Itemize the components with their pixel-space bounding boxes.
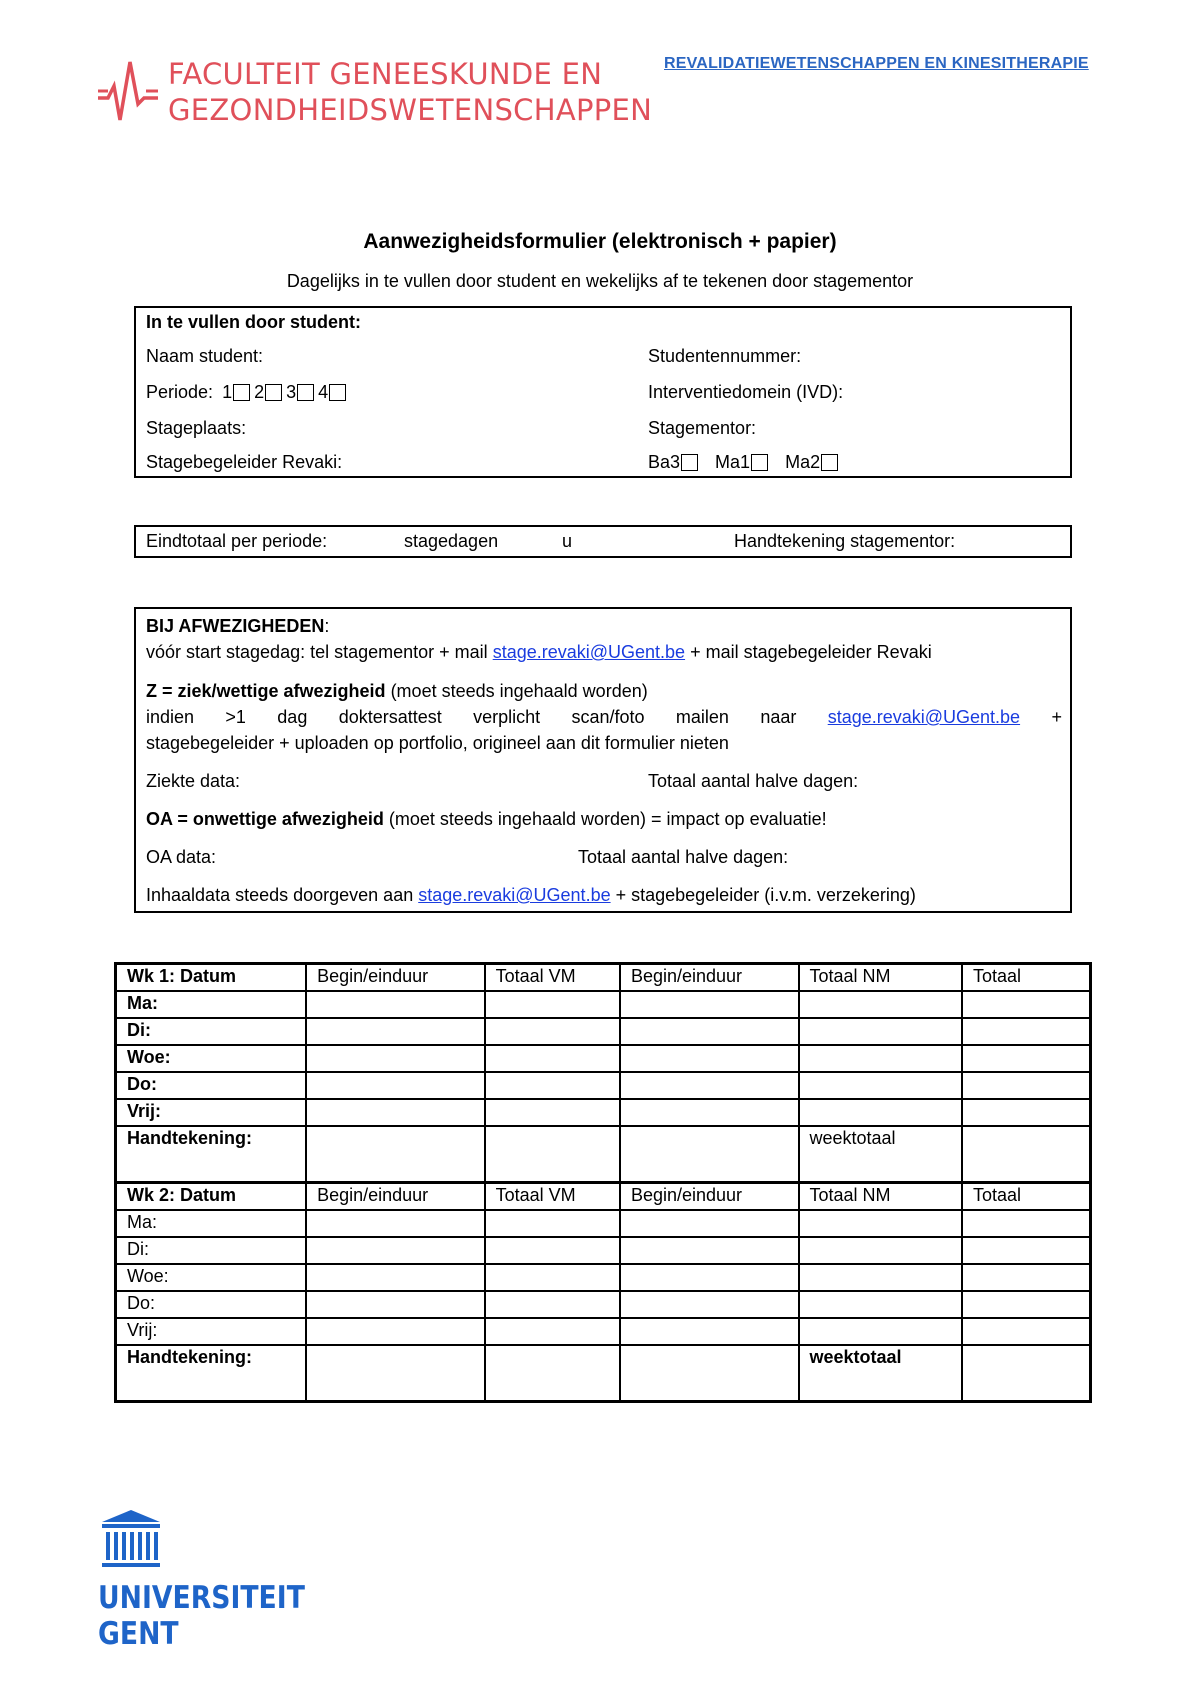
table-cell[interactable] xyxy=(485,1237,620,1264)
email-link[interactable]: stage.revaki@UGent.be xyxy=(492,642,686,662)
period-checkbox-2[interactable] xyxy=(265,384,282,401)
week2-total-header: Totaal xyxy=(962,1183,1091,1210)
day-label: Do: xyxy=(116,1072,307,1099)
place-label: Stageplaats: xyxy=(146,418,247,438)
catchup-line xyxy=(146,885,916,906)
level-option-label-ma2: Ma2 xyxy=(785,452,821,472)
day-label: Ma: xyxy=(116,991,307,1018)
week2-day-row xyxy=(116,1318,1091,1345)
period-option-label-3: 3 xyxy=(286,382,297,402)
faculty-name-line1: FACULTEIT GENEESKUNDE EN xyxy=(168,57,603,91)
table-cell[interactable] xyxy=(620,1345,799,1402)
absence-heading-colon: : xyxy=(324,616,330,636)
period-option-label-4: 4 xyxy=(318,382,329,402)
table-cell[interactable] xyxy=(962,1018,1091,1045)
table-cell[interactable] xyxy=(485,1126,620,1183)
week2-day-row xyxy=(116,1264,1091,1291)
word: dag xyxy=(277,707,308,727)
heartbeat-logo-icon xyxy=(96,58,162,124)
week2-date-header: Wk 2: Datum xyxy=(116,1183,307,1210)
university-name-line2: GENT xyxy=(98,1616,179,1652)
catchup-text: Inhaaldata steeds doorgeven aan xyxy=(146,885,419,905)
week-total-label: weektotaal xyxy=(799,1345,963,1402)
day-label: Di: xyxy=(116,1018,307,1045)
day-label: Woe: xyxy=(116,1045,307,1072)
table-cell[interactable] xyxy=(799,1045,963,1072)
week1-pm-time-header: Begin/einduur xyxy=(620,964,799,991)
table-cell[interactable] xyxy=(485,1099,620,1126)
level-checkbox-ma2[interactable] xyxy=(821,454,838,471)
table-cell[interactable] xyxy=(306,1126,485,1183)
student-info-box xyxy=(134,306,1072,478)
table-cell[interactable] xyxy=(799,1318,963,1345)
absence-heading xyxy=(146,616,329,637)
table-cell[interactable] xyxy=(962,1099,1091,1126)
notify-text-after: + mail stagebegeleider Revaki xyxy=(685,642,932,662)
unlawful-heading-bold: OA = onwettige afwezigheid xyxy=(146,809,384,829)
table-cell[interactable] xyxy=(962,1345,1091,1402)
table-cell[interactable] xyxy=(962,1045,1091,1072)
week2-pm-time-header: Begin/einduur xyxy=(620,1183,799,1210)
table-cell[interactable] xyxy=(799,1072,963,1099)
week2-header-row xyxy=(116,1183,1091,1210)
unlawful-heading-rest: (moet steeds ingehaald worden) = impact op evaluatie! xyxy=(383,809,827,829)
table-cell[interactable] xyxy=(799,1018,963,1045)
word: indien xyxy=(146,707,195,727)
table-cell[interactable] xyxy=(962,1264,1091,1291)
attendance-table xyxy=(114,962,1092,1403)
week1-day-row xyxy=(116,991,1091,1018)
table-cell[interactable] xyxy=(485,1318,620,1345)
table-cell[interactable] xyxy=(485,991,620,1018)
university-name-line1: UNIVERSITEIT xyxy=(98,1580,305,1616)
table-cell[interactable] xyxy=(620,1072,799,1099)
day-label: Ma: xyxy=(116,1210,307,1237)
sick-heading-rest: (moet steeds ingehaald worden) xyxy=(385,681,648,701)
week1-pm-total-header: Totaal NM xyxy=(799,964,963,991)
sick-heading-bold: Z = ziek/wettige afwezigheid xyxy=(146,681,386,701)
table-cell[interactable] xyxy=(962,1318,1091,1345)
student-number-label: Studentennummer: xyxy=(648,346,802,366)
period-checkbox-3[interactable] xyxy=(297,384,314,401)
period-checkbox-1[interactable] xyxy=(233,384,250,401)
week1-signature-row xyxy=(116,1126,1091,1183)
table-cell[interactable] xyxy=(962,1072,1091,1099)
ugent-building-icon xyxy=(98,1508,164,1574)
table-cell[interactable] xyxy=(306,991,485,1018)
day-label: Vrij: xyxy=(116,1099,307,1126)
table-cell[interactable] xyxy=(620,1237,799,1264)
table-cell[interactable] xyxy=(306,1099,485,1126)
table-cell[interactable] xyxy=(620,1018,799,1045)
absence-notify-line xyxy=(146,642,932,663)
table-cell[interactable] xyxy=(485,1345,620,1402)
name-label: Naam student: xyxy=(146,346,264,366)
email-link[interactable]: stage.revaki@UGent.be xyxy=(418,885,611,905)
table-cell[interactable] xyxy=(306,1318,485,1345)
week1-day-row xyxy=(116,1045,1091,1072)
week2-am-total-header: Totaal VM xyxy=(485,1183,620,1210)
word: >1 xyxy=(225,707,246,727)
form-title: Aanwezigheidsformulier (elektronisch + papier) xyxy=(363,230,837,253)
day-label: Woe: xyxy=(116,1264,307,1291)
table-cell[interactable] xyxy=(799,1237,963,1264)
table-cell[interactable] xyxy=(799,1291,963,1318)
level-checkbox-ma1[interactable] xyxy=(751,454,768,471)
word: + xyxy=(1051,707,1062,727)
faculty-name-line2: GEZONDHEIDSWETENSCHAPPEN xyxy=(168,93,653,127)
period-field xyxy=(146,382,350,403)
table-cell[interactable] xyxy=(306,1210,485,1237)
level-option-label-ma1: Ma1 xyxy=(715,452,751,472)
period-option-label-1: 1 xyxy=(222,382,233,402)
sick-instructions-line xyxy=(146,707,1062,728)
table-cell[interactable] xyxy=(620,991,799,1018)
table-cell[interactable] xyxy=(485,1210,620,1237)
day-label: Vrij: xyxy=(116,1318,307,1345)
sick-heading xyxy=(146,681,648,702)
table-cell[interactable] xyxy=(485,1045,620,1072)
word: verplicht xyxy=(473,707,541,727)
week2-day-row xyxy=(116,1210,1091,1237)
table-cell[interactable] xyxy=(799,991,963,1018)
sick-instructions-line-2: stagebegeleider + uploaden op portfolio, origineel aan dit formulier nieten xyxy=(146,733,729,753)
table-cell[interactable] xyxy=(799,1099,963,1126)
table-cell[interactable] xyxy=(306,1018,485,1045)
absence-box xyxy=(134,607,1072,913)
table-cell[interactable] xyxy=(485,1264,620,1291)
table-cell[interactable] xyxy=(485,1291,620,1318)
signature-label: Handtekening: xyxy=(116,1345,307,1402)
email-link[interactable]: stage.revaki@UGent.be xyxy=(827,707,1021,727)
table-cell[interactable] xyxy=(962,1237,1091,1264)
total-box xyxy=(134,525,1072,558)
catchup-text-after: + stagebegeleider (i.v.m. verzekering) xyxy=(610,885,916,905)
word: naar xyxy=(760,707,797,727)
week-total-label: weektotaal xyxy=(799,1126,963,1183)
signature-label: Handtekening: xyxy=(116,1126,307,1183)
week1-am-total-header: Totaal VM xyxy=(485,964,620,991)
table-cell[interactable] xyxy=(306,1264,485,1291)
form-subtitle: Dagelijks in te vullen door student en wekelijks af te tekenen door stagementor xyxy=(286,271,914,291)
week2-am-time-header: Begin/einduur xyxy=(306,1183,485,1210)
table-cell[interactable] xyxy=(306,1045,485,1072)
day-label: Di: xyxy=(116,1237,307,1264)
ugent-logo xyxy=(98,1508,305,1652)
table-cell[interactable] xyxy=(620,1099,799,1126)
week1-day-row xyxy=(116,1072,1091,1099)
table-cell[interactable] xyxy=(306,1345,485,1402)
table-cell[interactable] xyxy=(306,1072,485,1099)
word: doktersattest xyxy=(338,707,442,727)
sick-half-days-label: Totaal aantal halve dagen: xyxy=(648,771,859,791)
week1-day-row xyxy=(116,1099,1091,1126)
table-cell[interactable] xyxy=(620,1291,799,1318)
student-box-heading: In te vullen door student: xyxy=(146,312,361,332)
word: mailen xyxy=(675,707,729,727)
level-option-label-ba3: Ba3 xyxy=(648,452,681,472)
period-option-label-2: 2 xyxy=(254,382,265,402)
table-cell[interactable] xyxy=(485,1018,620,1045)
table-cell[interactable] xyxy=(306,1291,485,1318)
sick-dates-label: Ziekte data: xyxy=(146,771,241,791)
mentor-label: Stagementor: xyxy=(648,418,757,438)
notify-text: vóór start stagedag: tel stagementor + mail xyxy=(146,642,493,662)
table-cell[interactable] xyxy=(799,1264,963,1291)
unlawful-heading xyxy=(146,809,827,830)
week2-signature-row xyxy=(116,1345,1091,1402)
mentor-signature-label: Handtekening stagementor: xyxy=(734,531,956,551)
oa-dates-label: OA data: xyxy=(146,847,217,867)
word: scan/foto xyxy=(571,707,645,727)
supervisor-label: Stagebegeleider Revaki: xyxy=(146,452,343,472)
level-checkbox-ba3[interactable] xyxy=(681,454,698,471)
table-cell[interactable] xyxy=(962,1126,1091,1183)
week2-pm-total-header: Totaal NM xyxy=(799,1183,963,1210)
table-cell[interactable] xyxy=(620,1210,799,1237)
level-field xyxy=(648,452,842,473)
week2-day-row xyxy=(116,1291,1091,1318)
department-link[interactable]: REVALIDATIEWETENSCHAPPEN EN KINESITHERAPIE xyxy=(664,55,1089,72)
table-cell[interactable] xyxy=(620,1318,799,1345)
table-cell[interactable] xyxy=(620,1045,799,1072)
table-cell[interactable] xyxy=(620,1264,799,1291)
table-cell[interactable] xyxy=(962,1210,1091,1237)
table-cell[interactable] xyxy=(962,1291,1091,1318)
total-label: Eindtotaal per periode: xyxy=(146,531,328,551)
table-cell[interactable] xyxy=(485,1072,620,1099)
week1-total-header: Totaal xyxy=(962,964,1091,991)
table-cell[interactable] xyxy=(799,1210,963,1237)
domain-label: Interventiedomein (IVD): xyxy=(648,382,844,402)
day-label: Do: xyxy=(116,1291,307,1318)
week1-am-time-header: Begin/einduur xyxy=(306,964,485,991)
week1-date-header: Wk 1: Datum xyxy=(116,964,307,991)
table-cell[interactable] xyxy=(620,1126,799,1183)
oa-half-days-label: Totaal aantal halve dagen: xyxy=(578,847,789,867)
table-cell[interactable] xyxy=(306,1237,485,1264)
week2-day-row xyxy=(116,1237,1091,1264)
period-checkbox-4[interactable] xyxy=(329,384,346,401)
faculty-logo xyxy=(96,56,653,127)
absence-heading-text: BIJ AFWEZIGHEDEN xyxy=(146,616,325,636)
hours-label: u xyxy=(562,531,573,551)
week1-header-row xyxy=(116,964,1091,991)
week1-day-row xyxy=(116,1018,1091,1045)
table-cell[interactable] xyxy=(962,991,1091,1018)
days-label: stagedagen xyxy=(404,531,499,551)
period-label: Periode: xyxy=(146,382,214,402)
